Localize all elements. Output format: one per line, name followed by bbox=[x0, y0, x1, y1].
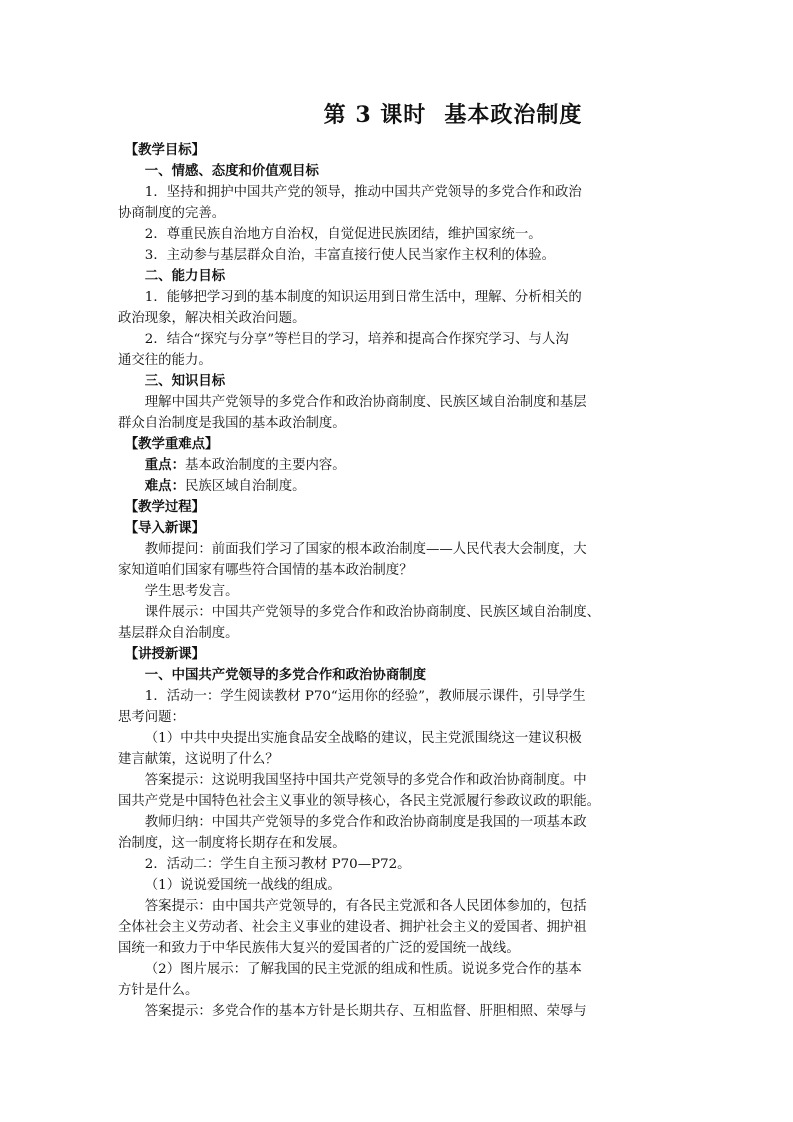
paragraph-line: 国统一和致力于中华民族伟大复兴的爱国者的广泛的爱国统一战线。 bbox=[118, 941, 520, 956]
paragraph-line: 1．坚持和拥护中国共产党的领导，推动中国共产党领导的多党合作和政治 bbox=[144, 185, 582, 200]
title-topic: 基本政治制度 bbox=[444, 102, 583, 128]
subsection-heading: 二、能力目标 bbox=[144, 268, 226, 284]
paragraph-line: 方针是什么。 bbox=[118, 983, 199, 998]
document-page bbox=[118, 100, 678, 1022]
line-text: 基本政治制度的主要内容。 bbox=[184, 458, 346, 473]
subsection-heading: 一、中国共产党领导的多党合作和政治协商制度 bbox=[144, 667, 426, 683]
page-title bbox=[228, 100, 678, 130]
paragraph-line: 1．活动一：学生阅读教材 P70“运用你的经验”，教师展示课件，引导学生 bbox=[144, 689, 586, 704]
paragraph-line: 答案提示：由中国共产党领导的，有各民主党派和各人民团体参加的，包括 bbox=[144, 899, 587, 914]
paragraph-line: 教师提问：前面我们学习了国家的根本政治制度——人民代表大会制度，大 bbox=[144, 542, 587, 557]
paragraph-line: 政治现象，解决相关政治问题。 bbox=[118, 311, 306, 326]
paragraph-line: 建言献策，这说明了什么？ bbox=[118, 752, 279, 767]
paragraph-line: 答案提示：多党合作的基本方针是长期共存、互相监督、肝胆相照、荣辱与 bbox=[144, 1004, 587, 1019]
paragraph-line: 1．能够把学习到的基本制度的知识运用到日常生活中，理解、分析相关的 bbox=[144, 290, 582, 305]
line-text: 民族区域自治制度。 bbox=[184, 479, 306, 494]
line-label: 重点： bbox=[144, 457, 185, 473]
paragraph-line: 国共产党是中国特色社会主义事业的领导核心，各民主党派履行参政议政的职能。 bbox=[118, 794, 601, 809]
paragraph-line: 课件展示：中国共产党领导的多党合作和政治协商制度、民族区域自治制度、 bbox=[144, 605, 601, 620]
paragraph-line: 全体社会主义劳动者、社会主义事业的建设者、拥护社会主义的爱国者、拥护祖 bbox=[118, 920, 587, 935]
paragraph-line: 2．结合“探究与分享”等栏目的学习，培养和提高合作探究学习、与人沟 bbox=[144, 332, 569, 347]
paragraph-line: 通交往的能力。 bbox=[118, 353, 212, 368]
section-heading: 【教学过程】 bbox=[124, 499, 206, 515]
paragraph-line: 答案提示：这说明我国坚持中国共产党领导的多党合作和政治协商制度。中 bbox=[144, 773, 587, 788]
paragraph-line: （2）图片展示：了解我国的民主党派的组成和性质。说说多党合作的基本 bbox=[144, 962, 582, 977]
paragraph-line: 教师归纳：中国共产党领导的多党合作和政治协商制度是我国的一项基本政 bbox=[144, 815, 587, 830]
paragraph-line: 协商制度的完善。 bbox=[118, 206, 226, 221]
paragraph-line: 治制度，这一制度将长期存在和发展。 bbox=[118, 836, 346, 851]
paragraph-line bbox=[118, 455, 678, 476]
paragraph-line: 群众自治制度是我国的基本政治制度。 bbox=[118, 416, 346, 431]
line-label: 难点： bbox=[144, 478, 185, 494]
section-heading: 【教学重难点】 bbox=[124, 436, 219, 452]
subsection-heading: 一、情感、态度和价值观目标 bbox=[144, 163, 319, 179]
paragraph-line: （1）中共中央提出实施食品安全战略的建议，民主党派围绕这一建议积极 bbox=[144, 731, 582, 746]
paragraph-line: 基层群众自治制度。 bbox=[118, 626, 239, 641]
document-body bbox=[118, 140, 678, 1022]
paragraph-line: 2．活动二：学生自主预习教材 P70—P72。 bbox=[144, 857, 411, 872]
paragraph-line: 3．主动参与基层群众自治，丰富直接行使人民当家作主权利的体验。 bbox=[144, 248, 556, 263]
paragraph-line: 理解中国共产党领导的多党合作和政治协商制度、民族区域自治制度和基层 bbox=[144, 395, 587, 410]
paragraph-line bbox=[118, 476, 678, 497]
paragraph-line: 学生思考发言。 bbox=[144, 584, 239, 599]
section-heading: 【教学目标】 bbox=[124, 142, 206, 158]
subsection-heading: 三、知识目标 bbox=[144, 373, 226, 389]
paragraph-line: （1）说说爱国统一战线的组成。 bbox=[144, 878, 341, 893]
section-heading: 【讲授新课】 bbox=[124, 646, 206, 662]
paragraph-line: 2．尊重民族自治地方自治权，自觉促进民族团结，维护国家统一。 bbox=[144, 227, 542, 242]
section-heading: 【导入新课】 bbox=[124, 520, 206, 536]
title-lesson: 第 3 课时 bbox=[323, 102, 427, 128]
paragraph-line: 思考问题： bbox=[118, 710, 185, 725]
paragraph-line: 家知道咱们国家有哪些符合国情的基本政治制度？ bbox=[118, 563, 413, 578]
